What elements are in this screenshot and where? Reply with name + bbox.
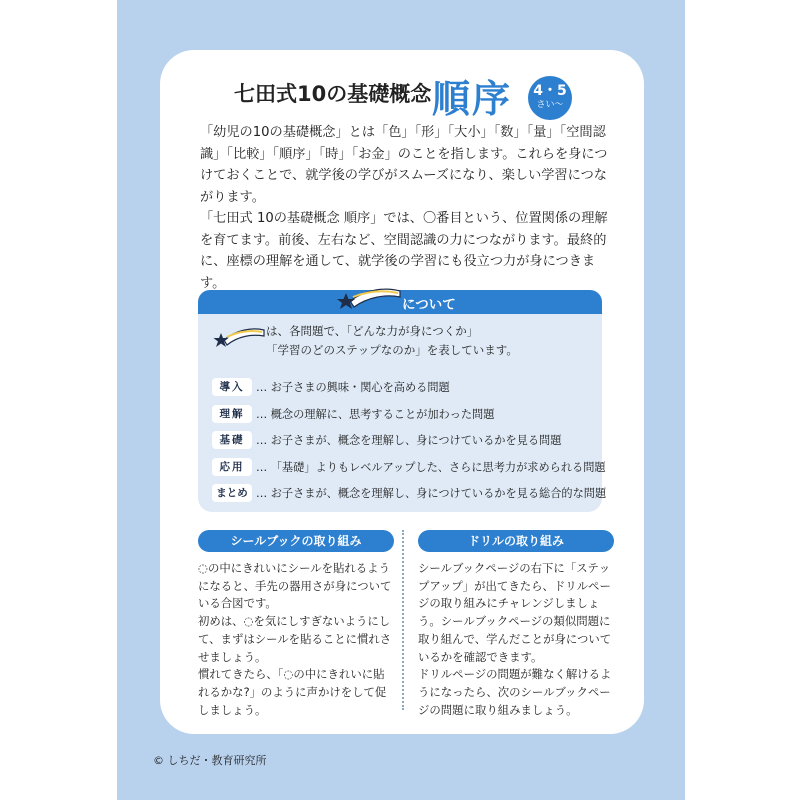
sticker-paragraph: ◌の中にきれいにシールを貼れるようになると、手先の器用さが身についている合図です。	[198, 561, 392, 611]
copyright: © しちだ・教育研究所	[153, 754, 267, 767]
legend-item	[212, 480, 607, 507]
legend-item	[212, 401, 602, 428]
step-description: … お子さまの興味・関心を高める問題	[256, 381, 450, 395]
drill-section	[418, 530, 614, 719]
step-description: … 概念の理解に、思考することが加わった問題	[256, 407, 495, 421]
intro-text	[200, 122, 620, 294]
drill-section-body	[418, 560, 614, 719]
about-description-line: は、各問題で、「どんな力が身につくか」	[266, 324, 479, 338]
sticker-paragraph: 慣れてきたら、「◌の中にきれいに貼れるかな?」のように声かけをして促しましょう。	[198, 667, 387, 717]
step-tag: 応用	[212, 458, 252, 476]
title-row	[160, 68, 644, 126]
legend-item	[212, 454, 606, 481]
drill-paragraph: シールブックページの右下に「ステップアップ」が出てきたら、ドリルページの取り組みにチャレンジしましょう。シールブックページの類似問題に取り組んで、学んだことが身についているかを確認できます。	[418, 561, 612, 664]
step-tag: 理解	[212, 405, 252, 423]
shooting-star-icon	[336, 285, 402, 315]
intro-paragraph: 「七田式 10の基礎概念 順序」では、〇番目という、位置関係の理解を育てます。前後、左右など、空間認識の力につながります。最終的に、座標の理解を通して、就学後の学習にも役立つ力が身につきます。	[200, 211, 608, 291]
sticker-paragraph: 初めは、◌を気にしすぎないようにして、まずはシールを貼ることに慣れさせましょう。	[198, 614, 392, 664]
drill-section-header: ドリルの取り組み	[418, 530, 614, 552]
title-prefix: 七田式10の基礎概念	[234, 82, 432, 106]
content-card	[160, 50, 644, 734]
legend-item	[212, 374, 602, 401]
about-panel	[198, 290, 607, 512]
sticker-section-header: シールブックの取り組み	[198, 530, 394, 552]
step-description: … お子さまが、概念を理解し、身につけているかを見る総合的な問題	[256, 487, 607, 501]
step-tag: 基礎	[212, 431, 252, 449]
page-title: 順序	[432, 77, 513, 121]
age-number: 4・5	[533, 83, 567, 99]
about-header	[198, 290, 602, 314]
about-description-line: 「学習のどのステップなのか」を表しています。	[266, 343, 518, 357]
sticker-section-body	[198, 560, 394, 719]
step-legend	[212, 374, 607, 507]
about-header-label: について	[402, 297, 456, 313]
step-description: … 「基礎」よりもレベルアップした、さらに思考力が求められる問題	[256, 460, 606, 474]
legend-item	[212, 427, 602, 454]
sticker-section	[198, 530, 394, 719]
shooting-star-icon	[212, 324, 266, 352]
about-description	[266, 322, 518, 360]
drill-paragraph: ドリルページの問題が難なく解けるようになったら、次のシールブックページの問題に取り組みましょう。	[418, 667, 612, 717]
step-tag: まとめ	[212, 484, 252, 502]
age-badge	[528, 76, 572, 120]
column-divider	[402, 530, 404, 710]
intro-paragraph: 「幼児の10の基礎概念」とは「色」「形」「大小」「数」「量」「空間認識」「比較」「順序」「時」「お金」のことを指します。これらを身につけておくことで、就学後の学びがスムーズになり、楽しい学習につながります。	[200, 125, 608, 205]
step-description: … お子さまが、概念を理解し、身につけているかを見る問題	[256, 434, 562, 448]
step-tag: 導入	[212, 378, 252, 396]
age-suffix: さい〜	[536, 100, 564, 110]
